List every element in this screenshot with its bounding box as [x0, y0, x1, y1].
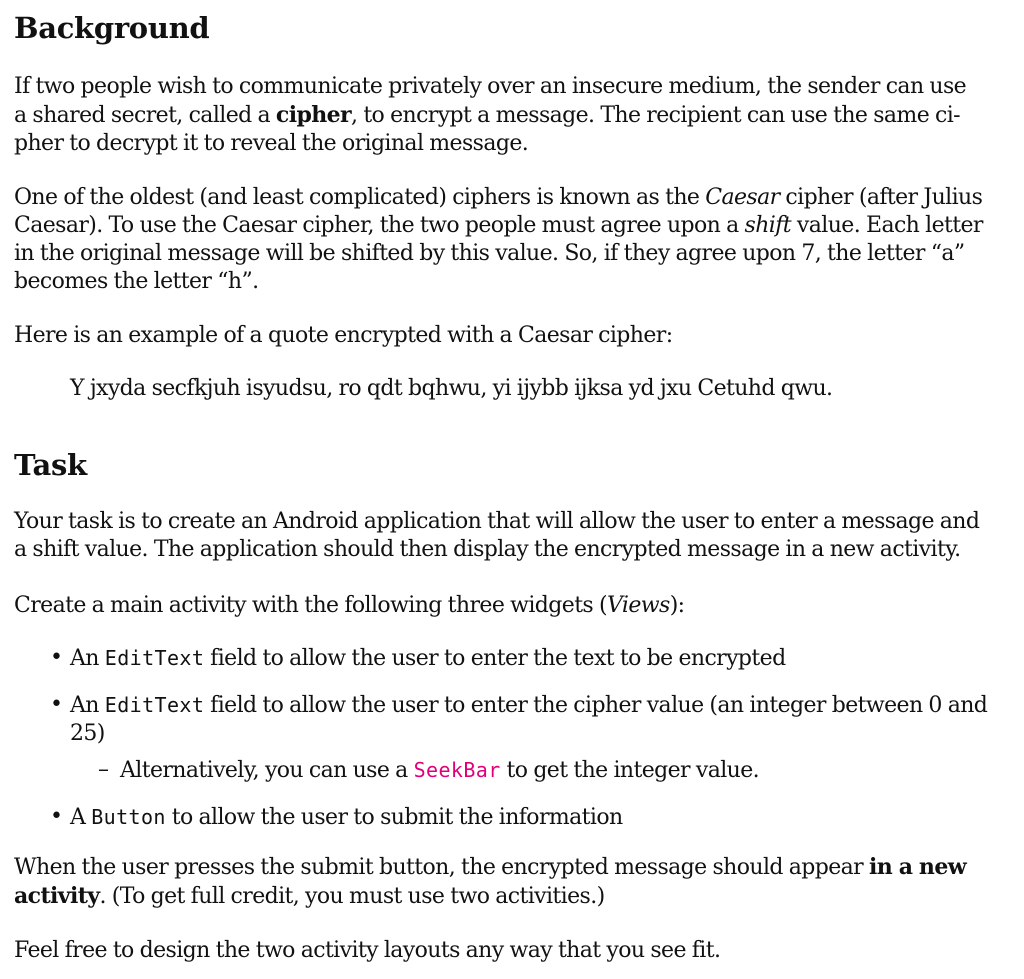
text-segment: , to encrypt a message. The recipient can use the same ci- pher to decrypt it to reveal the original message. — [14, 103, 961, 156]
bullet-icon: • — [50, 804, 63, 829]
bullet-icon: • — [50, 692, 63, 717]
text-segment: When the user presses the submit button, the encrypted message should appear — [14, 855, 869, 880]
widget-list — [14, 644, 994, 832]
text-segment: One of the oldest (and least complicated) ciphers is known as the — [14, 185, 706, 210]
caesar-term: Caesar — [705, 185, 780, 210]
background-paragraph-3: Here is an example of a quote encrypted with a Caesar cipher: — [14, 323, 673, 348]
dash-icon: – — [98, 757, 109, 782]
task-paragraph-3 — [14, 853, 989, 911]
text-segment: cipher (after Julius Caesar). To use the Caesar cipher, the two people must agree upon a — [14, 185, 983, 238]
text-segment: Alternatively, you can use a — [120, 758, 414, 783]
task-paragraph-4: Feel free to design the two activity layouts any way that you see fit. — [14, 938, 721, 963]
text-segment: A — [70, 805, 92, 830]
text-segment: value. Each letter in the original message will be shifted by this value. So, if they agree upon 7, the letter “a” becomes the letter “h”. — [14, 213, 983, 294]
text-segment: field to allow the user to enter the text to be encrypted — [204, 646, 786, 671]
task-heading: Task — [14, 448, 87, 482]
background-paragraph-1 — [14, 73, 984, 158]
background-paragraph-2 — [14, 184, 984, 296]
sub-list-item — [14, 756, 994, 785]
text-segment: ): — [669, 593, 685, 618]
text-segment: An — [70, 693, 105, 718]
views-term: Views — [607, 593, 670, 618]
task-paragraph-2 — [14, 592, 984, 620]
bullet-icon: • — [50, 645, 63, 670]
code-button: Button — [91, 805, 166, 829]
cipher-term: cipher — [275, 102, 352, 128]
shift-term: shift — [744, 213, 792, 238]
new-activity-term: in a new activity — [14, 854, 967, 909]
encrypted-quote: Y jxyda secfkjuh isyudsu, ro qdt bqhwu, yi ijybb ijksa yd jxu Cetuhd qwu. — [70, 376, 833, 401]
text-segment: to get the integer value. — [500, 758, 760, 783]
text-segment: to allow the user to submit the information — [165, 805, 623, 830]
code-edittext: EditText — [104, 646, 205, 670]
list-item — [14, 803, 994, 832]
background-heading: Background — [14, 11, 210, 45]
text-segment: field to allow the user to enter the cipher value (an integer between 0 and 25) — [70, 693, 988, 746]
list-item — [14, 644, 994, 673]
text-segment: Create a main activity with the following three widgets ( — [14, 593, 607, 618]
task-paragraph-1: Your task is to create an Android application that will allow the user to enter a message and a shift value. The application should then display the encrypted message in a new activity. — [14, 509, 980, 562]
text-segment: An — [70, 646, 105, 671]
list-item — [14, 691, 994, 748]
text-segment: If two people wish to communicate privately over an insecure medium, the sender can use a shared secret, called a — [14, 74, 967, 128]
code-seekbar: SeekBar — [413, 758, 501, 782]
code-edittext: EditText — [104, 693, 205, 717]
text-segment: . (To get full credit, you must use two activities.) — [99, 884, 605, 909]
